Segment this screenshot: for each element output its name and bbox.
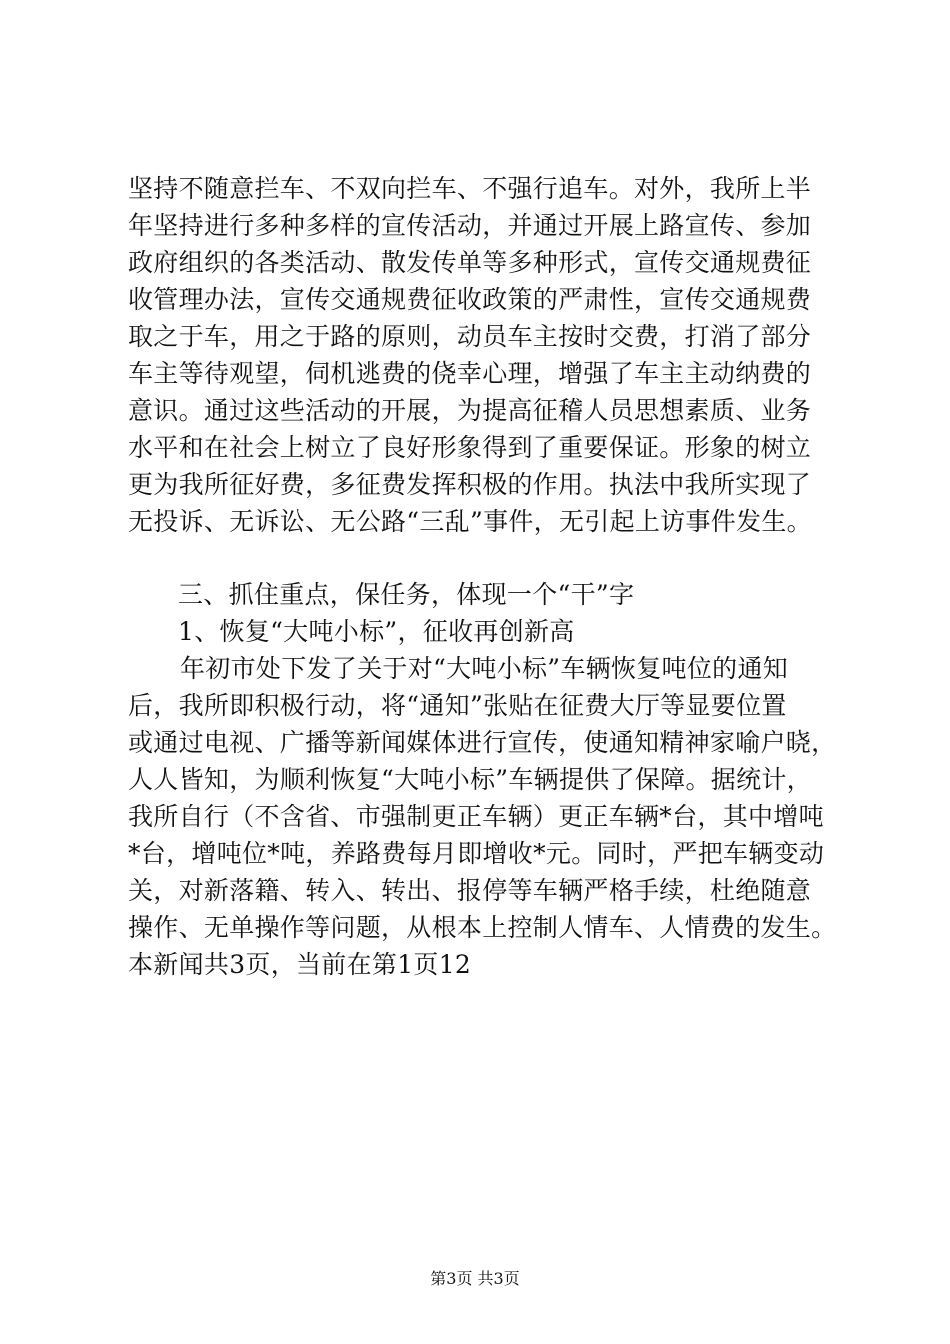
text-line: 或通过电视、广播等新闻媒体进行宣传，使通知精神家喻户晓， [128,728,837,757]
paragraph-tonnage [128,650,840,983]
paragraph-publicity [128,170,840,540]
subsection-heading: 1、恢复“大吨小标”，征收再创新高 [178,617,575,646]
document-body [128,170,840,983]
paragraph-gap [128,540,840,576]
text-line: *台，增吨位*吨，养路费每月即增收*元。同时，严把车辆变动 [128,839,825,868]
text-line: 坚持不随意拦车、不双向拦车、不强行追车。对外，我所上半 [128,174,812,203]
text-line: 操作、无单操作等问题，从根本上控制人情车、人情费的发生。 [128,913,837,942]
section-heading: 三、抓住重点，保任务，体现一个“干”字 [178,580,635,609]
text-line: 关，对新落籍、转入、转出、报停等车辆严格手续，杜绝随意 [128,876,812,905]
text-line: 我所自行（不含省、市强制更正车辆）更正车辆*台，其中增吨 [128,802,824,831]
text-line: 更为我所征好费，多征费发挥积极的作用。执法中我所实现了 [128,470,812,499]
text-line: 人人皆知，为顺利恢复“大吨小标”车辆提供了保障。据统计， [128,765,812,794]
page-footer: 第3页 共3页 [430,1269,520,1288]
text-line: 收管理办法，宣传交通规费征收政策的严肃性，宣传交通规费 [128,285,812,314]
text-line: 车主等待观望，伺机逃费的侥幸心理，增强了车主主动纳费的 [128,359,812,388]
text-line: 意识。通过这些活动的开展，为提高征稽人员思想素质、业务 [128,396,812,425]
text-line: 年初市处下发了关于对“大吨小标”车辆恢复吨位的通知 [180,654,789,683]
page-count-note: 本新闻共3页，当前在第1页12 [128,950,472,979]
text-line: 取之于车，用之于路的原则，动员车主按时交费，打消了部分 [128,322,812,351]
text-line: 后，我所即积极行动，将“通知”张贴在征费大厅等显要位置 [128,691,787,720]
text-line: 水平和在社会上树立了良好形象得到了重要保证。形象的树立 [128,433,812,462]
text-line: 年坚持进行多种多样的宣传活动，并通过开展上路宣传、参加 [128,211,812,240]
text-line: 政府组织的各类活动、散发传单等多种形式，宣传交通规费征 [128,248,812,277]
text-line: 无投诉、无诉讼、无公路“三乱”事件，无引起上访事件发生。 [128,507,812,536]
